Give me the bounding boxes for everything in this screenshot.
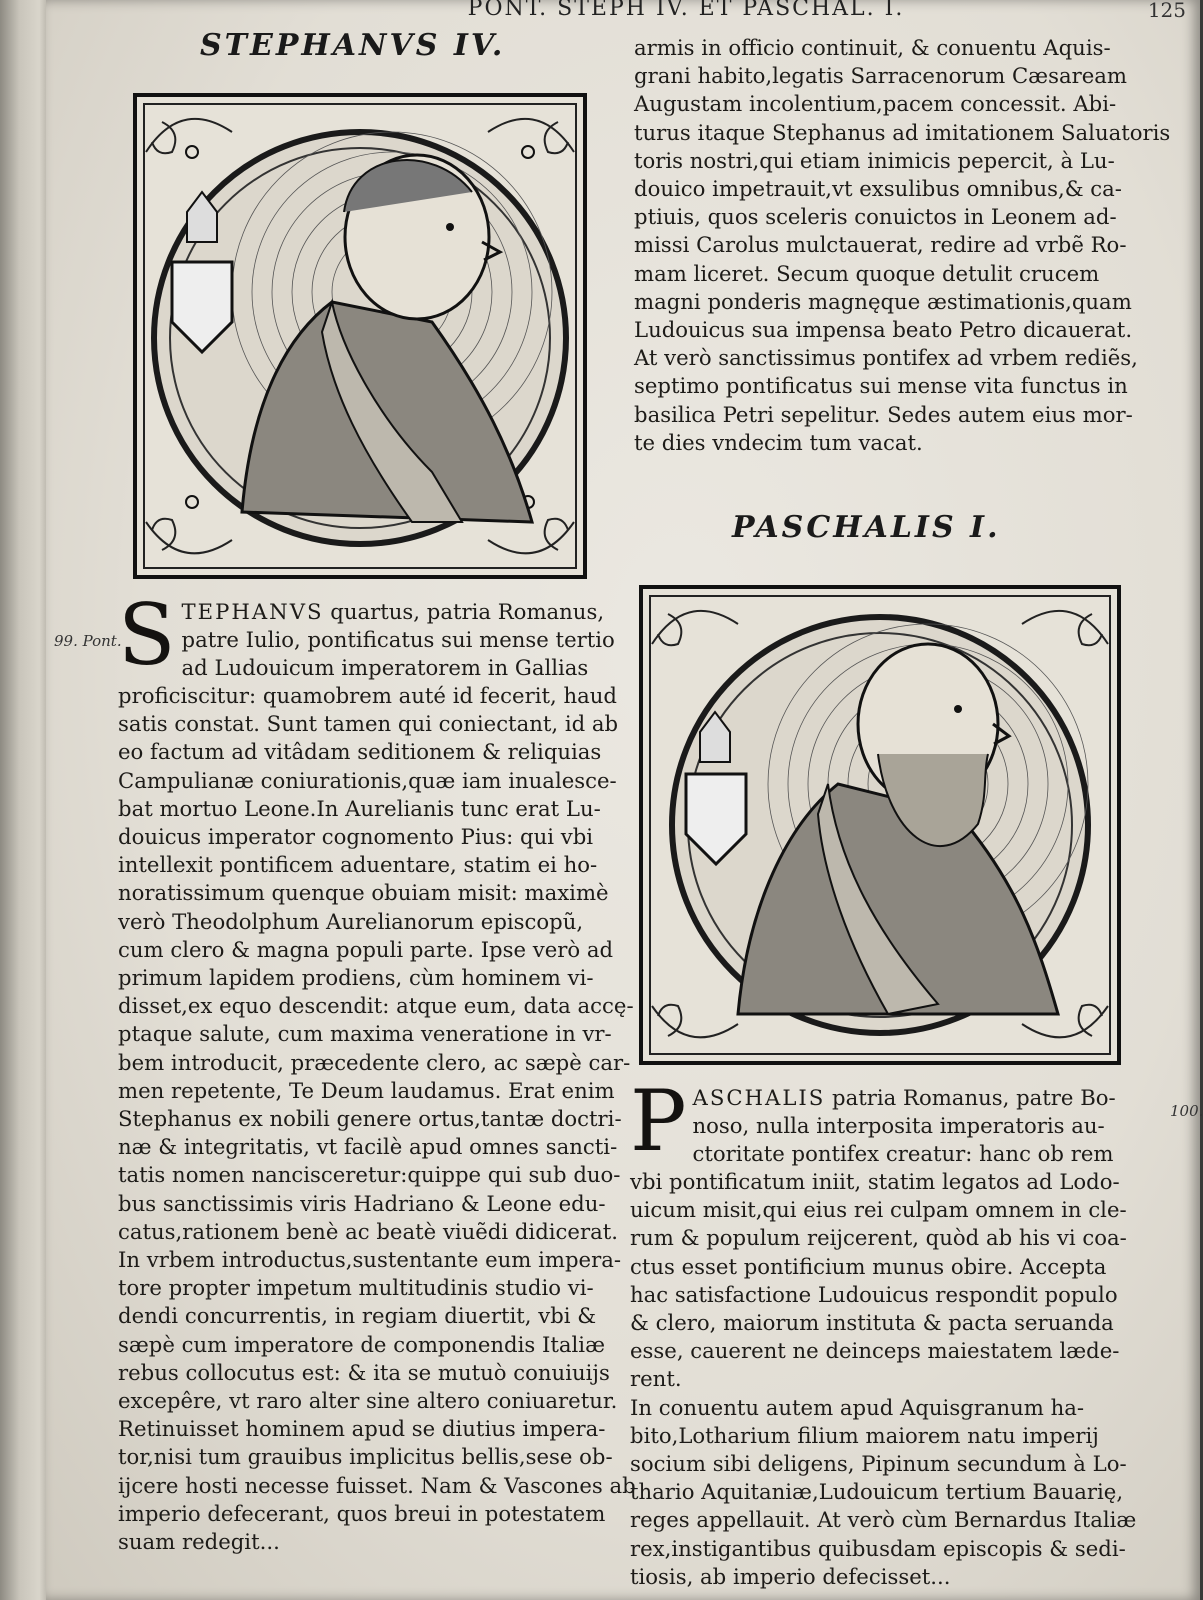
text-line: ctus esset pontificium munus obire. Accepta bbox=[630, 1253, 1107, 1279]
text-line: ptaque salute, cum maxima veneratione in vr- bbox=[118, 1021, 612, 1047]
text-line: In conuentu autem apud Aquisgranum ha- bbox=[630, 1394, 1085, 1420]
text-line: proficiscitur: quamobrem auté id fecerit, haud bbox=[118, 683, 617, 708]
text-line: Ludouicus sua impensa beato Petro dicauerat. bbox=[634, 317, 1133, 343]
text-line: quartus, patria Romanus, bbox=[323, 599, 605, 624]
text-line: imperio defecerant, quos breui in potestatem bbox=[118, 1500, 606, 1526]
text-line: Augustam incolentium,pacem concessit. Abi- bbox=[634, 91, 1117, 117]
pope-stephanus-woodcut-portrait-icon bbox=[132, 92, 588, 580]
text-line: primum lapidem prodiens, cùm hominem vi- bbox=[118, 965, 594, 991]
text-line: tor,nisi tum grauibus implicitus bellis,sese ob- bbox=[118, 1444, 613, 1470]
text-line: men repetente, Te Deum laudamus. Erat enim bbox=[118, 1077, 615, 1103]
text-line: At verò sanctissimus pontifex ad vrbem rediẽs, bbox=[634, 345, 1138, 371]
text-line: tore propter impetum multitudinis studio vi- bbox=[118, 1275, 594, 1301]
text-line: Campulianæ coniurationis,quæ iam inualesce- bbox=[118, 767, 617, 793]
text-line: septimo pontificatus sui mense vita functus in bbox=[634, 373, 1128, 399]
text-line: basilica Petri sepelitur. Sedes autem eius mor- bbox=[634, 401, 1133, 427]
page-number: 125 bbox=[1147, 0, 1186, 22]
text-line: In vrbem introductus,sustentante eum impera- bbox=[118, 1247, 622, 1273]
text-line: vbi pontificatum iniit, statim legatos ad Lodo- bbox=[630, 1169, 1120, 1194]
text-line: sæpè cum imperatore de componendis Italiæ bbox=[118, 1331, 605, 1357]
margin-note: 99. Pont. bbox=[54, 632, 122, 650]
text-line: turus itaque Stephanus ad imitationem Saluatoris bbox=[634, 119, 1171, 145]
text-line: patre Iulio, pontificatus sui mense tertio bbox=[181, 627, 615, 653]
first-word: TEPHANVS bbox=[181, 599, 324, 624]
text-line: catus,rationem benè ac beatè viuẽdi didicerat. bbox=[118, 1218, 618, 1244]
text-line: te dies vndecim tum vacat. bbox=[634, 429, 923, 455]
text-line: eo factum ad vitâdam seditionem & reliquias bbox=[118, 739, 602, 765]
section-title-stephanus: STEPHANVS IV. bbox=[200, 28, 506, 63]
text-line: mam liceret. Secum quoque detulit crucem bbox=[634, 260, 1100, 286]
section1-continued-body bbox=[634, 34, 1174, 457]
dropcap-p: P bbox=[630, 1072, 687, 1170]
text-line: & clero, maiorum instituta & pacta seruanda bbox=[630, 1310, 1114, 1336]
text-line: intellexit pontificem aduentare, statim ei ho- bbox=[118, 852, 598, 878]
text-line: ctoritate pontifex creatur: hanc ob rem bbox=[692, 1141, 1114, 1167]
text-line: uicum misit,qui eius rei culpam omnem in cle- bbox=[630, 1197, 1127, 1223]
text-line: noso, nulla interposita imperatoris au- bbox=[692, 1113, 1105, 1139]
text-line: patria Romanus, patre Bo- bbox=[825, 1085, 1116, 1110]
text-line: excepêre, vt raro alter sine altero coniuaretur. bbox=[118, 1388, 618, 1414]
text-line: cum clero & magna populi parte. Ipse verò ad bbox=[118, 936, 614, 962]
text-line: satis constat. Sunt tamen qui coniectant, id ab bbox=[118, 711, 619, 737]
text-line: toris nostri,qui etiam inimicis pepercit, à Lu- bbox=[634, 147, 1115, 173]
text-line: magni ponderis magnęque æstimationis,quam bbox=[634, 288, 1132, 314]
section2-body bbox=[630, 1072, 1180, 1591]
text-line: Stephanus ex nobili genere ortus,tantæ doctri- bbox=[118, 1106, 622, 1132]
margin-note: 100. bbox=[1170, 1102, 1203, 1120]
text-line: douicus imperator cognomento Pius: qui vbi bbox=[118, 824, 594, 850]
text-line: bus sanctissimis viris Hadriano & Leone edu- bbox=[118, 1190, 606, 1216]
pope-paschalis-woodcut-portrait-icon bbox=[638, 584, 1122, 1066]
text-line: reges appellauit. At verò cùm Bernardus Italiæ bbox=[630, 1507, 1137, 1533]
text-line: næ & integritatis, vt facilè apud omnes sancti- bbox=[118, 1134, 618, 1160]
text-line: missi Carolus mulctauerat, redire ad vrbẽ Ro- bbox=[634, 232, 1127, 258]
running-head: PONT. STEPH IV. ET PASCHAL. I. bbox=[467, 0, 905, 21]
book-page bbox=[46, 0, 1203, 1600]
text-line: tatis nomen nancisceretur:quippe qui sub duo- bbox=[118, 1162, 621, 1188]
text-line: rum & populum reijcerent, quòd ab his vi coa- bbox=[630, 1225, 1127, 1251]
text-line: grani habito,legatis Sarracenorum Cæsaream bbox=[634, 63, 1127, 89]
text-line: ijcere hosti necesse fuisset. Nam & Vascones ab bbox=[118, 1472, 636, 1498]
text-line: rex,instigantibus quibusdam episcopis & sedi- bbox=[630, 1535, 1126, 1561]
text-line: rent. bbox=[630, 1366, 682, 1392]
text-line: bem introducit, præcedente clero, ac sæpè car- bbox=[118, 1049, 631, 1075]
text-line: suam redegit... bbox=[118, 1529, 280, 1555]
section-title-paschalis: PASCHALIS I. bbox=[732, 510, 1001, 545]
section1-body bbox=[118, 586, 648, 1556]
text-line: dendi concurrentis, in regiam diuertit, vbi & bbox=[118, 1303, 597, 1329]
text-line: tiosis, ab imperio defecisset... bbox=[630, 1563, 951, 1589]
text-line: ad Ludouicum imperatorem in Gallias bbox=[181, 655, 589, 681]
text-line: esse, cauerent ne deinceps maiestatem læde- bbox=[630, 1338, 1120, 1364]
text-line: douico impetrauit,vt exsulibus omnibus,& ca- bbox=[634, 176, 1122, 202]
text-line: verò Theodolphum Aurelianorum episcopũ, bbox=[118, 908, 584, 934]
text-line: armis in officio continuit, & conuentu Aquis- bbox=[634, 35, 1111, 60]
text-line: hac satisfactione Ludouicus respondit populo bbox=[630, 1281, 1118, 1307]
text-line: bito,Lotharium filium maiorem natu imperij bbox=[630, 1422, 1099, 1448]
text-line: disset,ex equo descendit: atque eum, data accę- bbox=[118, 993, 634, 1019]
text-line: rebus collocutus est: & ita se mutuò conuiuijs bbox=[118, 1359, 610, 1385]
text-line: thario Aquitaniæ,Ludouicum tertium Bauarię, bbox=[630, 1479, 1124, 1505]
text-line: socium sibi deligens, Pipinum secundum à Lo- bbox=[630, 1451, 1127, 1477]
text-line: Retinuisset hominem apud se diutius impera- bbox=[118, 1416, 606, 1442]
text-line: noratissimum quenque obuiam misit: maximè bbox=[118, 880, 609, 906]
text-line: ptiuis, quos sceleris conuictos in Leonem ad- bbox=[634, 204, 1117, 230]
dropcap-s: S bbox=[118, 586, 176, 684]
text-line: bat mortuo Leone.In Aurelianis tunc erat Lu- bbox=[118, 795, 601, 821]
first-word: ASCHALIS bbox=[692, 1085, 826, 1110]
